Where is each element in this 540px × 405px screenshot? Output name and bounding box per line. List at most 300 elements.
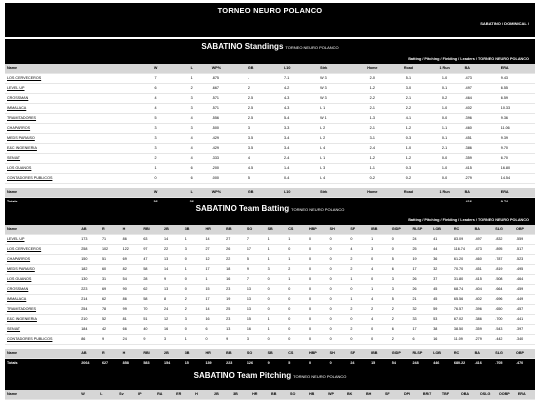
stat-cell: 2-1 — [390, 94, 426, 104]
table-header-row — [5, 390, 535, 400]
team-name-cell — [5, 104, 138, 114]
batting-footer-header-2b: 2B — [162, 349, 183, 359]
pitching-header-oslg: OSLG — [478, 390, 497, 400]
stat-cell: 1-0 — [427, 104, 463, 114]
stat-cell: 5-4 — [282, 114, 318, 124]
batting-header-2b: 2B — [162, 225, 183, 235]
batting-footer-header-3b: 3B — [183, 349, 204, 359]
stat-cell: 0 — [307, 325, 328, 335]
team-link[interactable]: CHAPARROS — [7, 126, 31, 130]
batting-footer-header-rc: RC — [452, 349, 473, 359]
table-row — [5, 315, 535, 325]
stat-cell: .386 — [473, 315, 494, 325]
stat-cell: 3 — [138, 144, 174, 154]
stat-cell: 69 — [121, 255, 142, 265]
stat-cell: 58 — [141, 295, 162, 305]
stat-cell: .457 — [514, 305, 535, 315]
table-row — [5, 335, 535, 345]
table-header-row — [5, 64, 535, 74]
batting-header-ab: AB — [79, 225, 100, 235]
stat-cell: 69 — [100, 285, 121, 295]
stat-cell: 14 — [162, 265, 183, 275]
stat-cell: 45 — [431, 295, 452, 305]
stat-cell: 1-4 — [282, 164, 318, 174]
stat-cell: 0-3 — [390, 164, 426, 174]
stat-cell: L 2 — [318, 124, 354, 134]
stat-cell: .523 — [514, 255, 535, 265]
team-link[interactable]: SENIAT — [7, 156, 21, 160]
batting-footer-header-ibb: IBB — [369, 349, 390, 359]
pitching-header-dpi: DPI — [402, 390, 421, 400]
stat-cell: 2 — [183, 305, 204, 315]
stat-cell: 99 — [121, 305, 142, 315]
team-link[interactable]: TRAMITADORES — [7, 116, 37, 120]
stat-cell: 22 — [162, 245, 183, 255]
standings-footer-header-w: W — [138, 188, 174, 198]
stat-cell: 26 — [224, 245, 245, 255]
standings-footer-header-name: Name — [5, 188, 138, 198]
stat-cell: .543 — [493, 325, 514, 335]
standings-header-name: Name — [5, 64, 138, 74]
stat-cell: 62 — [100, 295, 121, 305]
stat-cell: 1-2 — [354, 154, 390, 164]
stat-cell: 4 — [138, 104, 174, 114]
stat-cell: 254 — [79, 305, 100, 315]
stat-cell: 0 — [203, 335, 224, 345]
stat-cell: 6 — [203, 325, 224, 335]
table-row — [5, 114, 535, 124]
stat-cell: 31 — [100, 275, 121, 285]
batting-header-r: R — [100, 225, 121, 235]
stat-cell: 3-0 — [390, 84, 426, 94]
stat-cell: 62 — [141, 285, 162, 295]
stat-cell: 3 — [390, 285, 411, 295]
pitching-header-3b: 3B — [231, 390, 250, 400]
batting-footer-header-h: H — [121, 349, 142, 359]
stat-cell: 0 — [183, 285, 204, 295]
team-name-cell — [5, 245, 79, 255]
stat-cell: L 1 — [318, 104, 354, 114]
team-link[interactable]: LOS CERVECEROS — [7, 76, 42, 80]
table-header-row — [5, 349, 535, 359]
breadcrumb[interactable]: SABATINO / DOMINICAL / — [480, 21, 529, 26]
stat-cell: .700 — [493, 315, 514, 325]
team-link[interactable]: CROSSMAN — [7, 287, 29, 291]
pitching-table — [5, 390, 535, 400]
totals-cell: 627 — [100, 358, 121, 368]
stat-cell: 13 — [245, 295, 266, 305]
team-link[interactable]: LEVEL UP — [7, 86, 25, 90]
stat-cell: 102 — [100, 245, 121, 255]
stat-cell: 3-4 — [282, 134, 318, 144]
stat-cell: 0-0 — [427, 114, 463, 124]
pitching-header-era: ERA — [516, 390, 535, 400]
stat-cell: 58 — [141, 265, 162, 275]
batting-header-sh: SH — [328, 225, 349, 235]
batting-header-hr: HR — [203, 225, 224, 235]
stat-cell: 28 — [141, 275, 162, 285]
stat-cell: 47 — [141, 255, 162, 265]
team-link[interactable]: CHAPARROS — [7, 257, 31, 261]
stat-cell: .333 — [210, 154, 246, 164]
stat-cell: .402 — [463, 104, 499, 114]
table-row — [5, 305, 535, 315]
team-link[interactable]: MEDS PARAISO — [7, 136, 35, 140]
standings-footer-header-l: L — [174, 188, 210, 198]
stat-cell: 0 — [307, 315, 328, 325]
totals-cell: 126 — [245, 358, 266, 368]
table-row — [5, 255, 535, 265]
batting-table — [5, 225, 535, 368]
totals-cell: 0 — [328, 358, 349, 368]
pitching-header-er: ER — [174, 390, 193, 400]
stat-cell: .508 — [493, 275, 514, 285]
stat-cell: 33 — [410, 315, 431, 325]
stat-cell: .819 — [493, 265, 514, 275]
stat-cell: .442 — [493, 335, 514, 345]
stat-cell: 14 — [162, 235, 183, 245]
stat-cell: 61.20 — [452, 255, 473, 265]
stat-cell: 1 — [138, 164, 174, 174]
batting-header-rc: RC — [452, 225, 473, 235]
stat-cell: .787 — [493, 255, 514, 265]
stat-cell: 60 — [100, 265, 121, 275]
stat-cell: 0 — [266, 295, 287, 305]
stat-cell: 17 — [245, 245, 266, 255]
stat-cell: 0 — [266, 305, 287, 315]
pitching-header-ip: IP — [136, 390, 155, 400]
batting-footer-header-bb: BB — [224, 349, 245, 359]
stat-cell: .473 — [473, 245, 494, 255]
stat-cell: .497 — [473, 235, 494, 245]
table-row — [5, 275, 535, 285]
standings-title: SABATINO Standings TORNEO NEURO POLANCO — [201, 42, 339, 51]
stat-cell: 17 — [203, 265, 224, 275]
standings-footer-header-l10: L10 — [282, 188, 318, 198]
stat-cell: 2 — [138, 154, 174, 164]
stat-cell: 0 — [183, 325, 204, 335]
stat-cell: 21 — [410, 295, 431, 305]
table-row — [5, 94, 535, 104]
stat-cell: 2-2 — [390, 104, 426, 114]
stat-cell: .650 — [493, 305, 514, 315]
stat-cell: 7 — [245, 235, 266, 245]
stat-cell: 0-2 — [354, 174, 390, 184]
team-name-cell — [5, 275, 79, 285]
stat-cell: 0 — [369, 255, 390, 265]
stat-cell: 9.70 — [499, 144, 535, 154]
stat-cell: 0 — [266, 285, 287, 295]
stat-cell: 13 — [224, 325, 245, 335]
stat-cell: 0 — [286, 245, 307, 255]
stats-nav-links[interactable]: Batting / Pitching / Fielding / Leaders / TORNEO NEURO POLANCO — [408, 218, 529, 222]
team-link[interactable]: CROSSMAN — [7, 96, 29, 100]
stat-cell: 3 — [174, 94, 210, 104]
stat-cell: 45 — [431, 285, 452, 295]
stat-cell: 14.54 — [499, 174, 535, 184]
team-link[interactable]: SENIAT — [7, 327, 21, 331]
stat-cell: 8 — [162, 295, 183, 305]
stat-cell: .451 — [463, 134, 499, 144]
table-row — [5, 265, 535, 275]
standings-footer-header-gb: GB — [246, 188, 282, 198]
stat-cell: 40 — [141, 325, 162, 335]
stat-cell: 0 — [307, 235, 328, 245]
stat-cell: 24 — [121, 335, 142, 345]
stat-cell: .386 — [463, 144, 499, 154]
team-link[interactable]: IMMALACA — [7, 106, 27, 110]
stat-cell: 68.74 — [452, 285, 473, 295]
stat-cell: 0 — [369, 325, 390, 335]
stat-cell: 27 — [224, 235, 245, 245]
batting-footer-header-sb: SB — [266, 349, 287, 359]
stat-cell: 7-1 — [282, 74, 318, 84]
table-row — [5, 295, 535, 305]
standings-section — [5, 39, 535, 207]
stat-cell: .441 — [514, 315, 535, 325]
stat-cell: 4-1 — [390, 114, 426, 124]
totals-cell: 248 — [410, 358, 431, 368]
stat-cell: .464 — [514, 275, 535, 285]
stat-cell: 5 — [246, 174, 282, 184]
stat-cell: 24 — [162, 305, 183, 315]
stat-cell: .402 — [473, 295, 494, 305]
stat-cell: 0 — [328, 245, 349, 255]
stat-cell: 2 — [369, 305, 390, 315]
team-name-cell — [5, 325, 79, 335]
standings-header-gb: GB — [246, 64, 282, 74]
batting-footer-header-hbp: HBP — [307, 349, 328, 359]
stat-cell: 23 — [224, 315, 245, 325]
stat-cell: .667 — [210, 84, 246, 94]
stat-cell: 130 — [79, 275, 100, 285]
pitching-header-tbf: TBF — [440, 390, 459, 400]
pitching-header-so: SO — [288, 390, 307, 400]
batting-header-cs: CS — [286, 225, 307, 235]
stat-cell: 1-1 — [354, 164, 390, 174]
stat-cell: 0 — [307, 275, 328, 285]
stat-cell: 41 — [431, 235, 452, 245]
team-link[interactable]: CONTADORES PUBLICOS — [7, 337, 53, 341]
batting-footer-header-hr: HR — [203, 349, 224, 359]
batting-header-rbi: RBI — [141, 225, 162, 235]
stat-cell: L 1 — [318, 154, 354, 164]
stat-cell: 25 — [410, 245, 431, 255]
stat-cell: 6.59 — [499, 94, 535, 104]
stat-cell: 17 — [410, 265, 431, 275]
stat-cell: 24 — [410, 235, 431, 245]
stat-cell: 0 — [307, 255, 328, 265]
totals-cell: 54 — [390, 358, 411, 368]
stat-cell: 1 — [369, 285, 390, 295]
stat-cell: .459 — [514, 285, 535, 295]
stat-cell: 13 — [245, 305, 266, 315]
stat-cell: 3 — [266, 265, 287, 275]
stat-cell: 0 — [266, 275, 287, 285]
stat-cell: 16 — [431, 335, 452, 345]
team-link[interactable]: TRAMITADORES — [7, 307, 37, 311]
pitching-header-br-7: BR/7 — [421, 390, 440, 400]
stat-cell: 0 — [286, 315, 307, 325]
stat-cell: 26 — [410, 285, 431, 295]
standings-header-strk: Strk — [318, 64, 354, 74]
batting-header-ibb: IBB — [369, 225, 390, 235]
stat-cell: 4 — [348, 245, 369, 255]
team-link[interactable]: IMMALACA — [7, 297, 27, 301]
team-link[interactable]: MEDS PARAISO — [7, 267, 35, 271]
stat-cell: .460 — [473, 255, 494, 265]
stat-cell: 7 — [138, 74, 174, 84]
stat-cell: 0 — [390, 235, 411, 245]
stat-cell: 2 — [390, 335, 411, 345]
pitching-header-2b: 2B — [212, 390, 231, 400]
standings-header-road: Road — [390, 64, 426, 74]
stat-cell: .429 — [210, 134, 246, 144]
stat-cell: W 3 — [318, 84, 354, 94]
stat-cell: 2 — [348, 305, 369, 315]
stat-cell: 2 — [390, 305, 411, 315]
stat-cell: 14 — [203, 305, 224, 315]
stats-nav-links[interactable]: Batting / Pitching / Fielding / Leaders / TORNEO NEURO POLANCO — [408, 57, 529, 61]
team-name-cell — [5, 74, 138, 84]
batting-footer-header-sf: SF — [348, 349, 369, 359]
batting-header-hbp: HBP — [307, 225, 328, 235]
team-link[interactable]: E&C INGENIERIA — [7, 146, 37, 150]
stat-cell: 10.33 — [499, 104, 535, 114]
totals-cell: 858 — [121, 358, 142, 368]
pitching-header-oobp: OOBP — [497, 390, 516, 400]
stat-cell: 210 — [79, 315, 100, 325]
stat-cell: W 3 — [318, 74, 354, 84]
table-row — [5, 104, 535, 114]
stat-cell: 1-1 — [427, 124, 463, 134]
table-row — [5, 174, 535, 184]
stat-cell: 86 — [79, 335, 100, 345]
team-link[interactable]: LOS GUANOS — [7, 166, 32, 170]
stat-cell: 6.55 — [499, 84, 535, 94]
stat-cell: 37 — [431, 275, 452, 285]
batting-header-sb: SB — [266, 225, 287, 235]
team-link[interactable]: LOS GUANOS — [7, 277, 32, 281]
team-name-cell — [5, 285, 79, 295]
stat-cell: 9.36 — [499, 114, 535, 124]
team-name-cell — [5, 174, 138, 184]
stat-cell: 0 — [348, 235, 369, 245]
stat-cell: 3.5 — [246, 144, 282, 154]
stat-cell: 16 — [245, 325, 266, 335]
stat-cell: .517 — [514, 245, 535, 255]
batting-footer-header-sh: SH — [328, 349, 349, 359]
batting-header-h: H — [121, 225, 142, 235]
stat-cell: 214 — [79, 295, 100, 305]
stat-cell: 1-0 — [390, 144, 426, 154]
team-name-cell — [5, 295, 79, 305]
team-link[interactable]: E&C INGENIERIA — [7, 317, 37, 321]
team-link[interactable]: LOS CERVECEROS — [7, 247, 42, 251]
team-name-cell — [5, 84, 138, 94]
standings-footer-header-road: Road — [390, 188, 426, 198]
batting-header-rlsp: RLSP — [410, 225, 431, 235]
stat-cell: .559 — [514, 235, 535, 245]
stat-cell: 1 — [183, 235, 204, 245]
stat-cell: 1-0 — [427, 74, 463, 84]
standings-header-wp-: WP% — [210, 64, 246, 74]
stat-cell: 150 — [79, 255, 100, 265]
stat-cell: 2 — [348, 255, 369, 265]
stat-cell: 0 — [348, 315, 369, 325]
stat-cell: 0 — [348, 285, 369, 295]
team-link[interactable]: LEVEL UP — [7, 237, 25, 241]
stat-cell: 1 — [266, 245, 287, 255]
totals-cell: 15 — [369, 358, 390, 368]
stat-cell: .359 — [473, 325, 494, 335]
stat-cell: .464 — [463, 94, 499, 104]
batting-footer-header-slg: SLG — [493, 349, 514, 359]
stat-cell: 1 — [183, 335, 204, 345]
stat-cell: 1-2 — [390, 124, 426, 134]
totals-cell: 223 — [224, 358, 245, 368]
stat-cell: 2 — [183, 295, 204, 305]
stat-cell: 0 — [138, 174, 174, 184]
stat-cell: 0 — [307, 245, 328, 255]
stat-cell: 1 — [266, 235, 287, 245]
stat-cell: 0 — [307, 335, 328, 345]
stat-cell: 0 — [183, 255, 204, 265]
team-name-cell — [5, 265, 79, 275]
stat-cell: 42 — [100, 325, 121, 335]
stat-cell: 2 — [348, 265, 369, 275]
stat-cell: 5 — [138, 114, 174, 124]
stat-cell: .397 — [514, 325, 535, 335]
stat-cell: 4-2 — [282, 84, 318, 94]
stat-cell: 6 — [174, 164, 210, 174]
stat-cell: 1 — [286, 235, 307, 245]
stat-cell: 82 — [121, 265, 142, 275]
stat-cell: 90 — [121, 285, 142, 295]
stat-cell: 0 — [286, 295, 307, 305]
stat-cell: 3-4 — [282, 144, 318, 154]
pitching-header-hr: HR — [250, 390, 269, 400]
stat-cell: 0 — [328, 325, 349, 335]
stat-cell: W 1 — [318, 114, 354, 124]
stat-cell: L 4 — [318, 174, 354, 184]
batting-header — [5, 202, 535, 225]
pitching-header-h: H — [193, 390, 212, 400]
stat-cell: 38 — [431, 325, 452, 335]
stat-cell: 182 — [79, 265, 100, 275]
stat-cell: 13 — [162, 255, 183, 265]
stat-cell: 5 — [390, 295, 411, 305]
stat-cell: 3 — [138, 134, 174, 144]
batting-footer-header-name: Name — [5, 349, 79, 359]
stat-cell: 2-4 — [354, 144, 390, 154]
stat-cell: 2 — [246, 84, 282, 94]
stat-cell: 2.5 — [246, 94, 282, 104]
table-header-row — [5, 188, 535, 198]
team-link[interactable]: CONTADORES PUBLICOS — [7, 176, 53, 180]
stat-cell: 81 — [121, 315, 142, 325]
batting-header-so: SO — [245, 225, 266, 235]
stat-cell: .415 — [463, 164, 499, 174]
stat-cell: 4 — [369, 265, 390, 275]
stat-cell: 0 — [183, 275, 204, 285]
stat-cell: - — [246, 74, 282, 84]
batting-header-slg: SLG — [493, 225, 514, 235]
stat-cell: 76.57 — [452, 305, 473, 315]
standings-footer-header-home: Home — [354, 188, 390, 198]
stat-cell: 17 — [203, 295, 224, 305]
stat-cell: .200 — [210, 164, 246, 174]
